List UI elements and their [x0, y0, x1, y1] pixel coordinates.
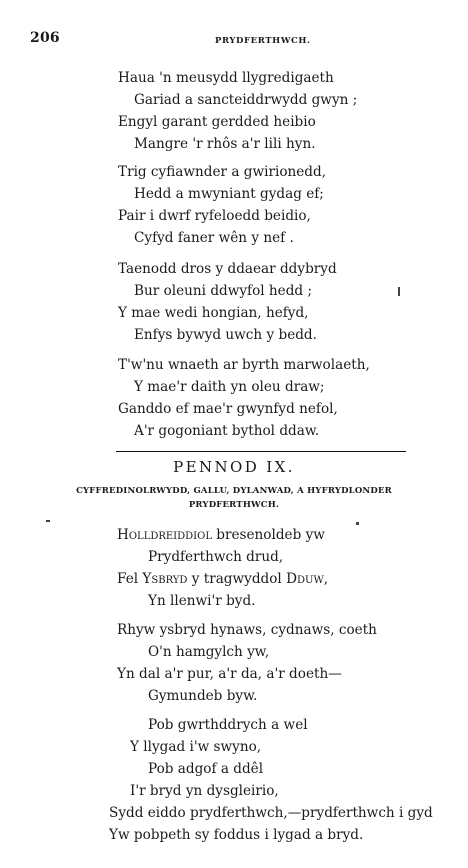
verse-line: Pob gwrthddrych a wel	[148, 717, 308, 733]
chapter-title: PENNOD IX.	[173, 458, 295, 476]
section-divider	[116, 451, 406, 452]
running-head: PRYDFERTHWCH.	[215, 36, 311, 46]
verse-line: Haua 'n meusydd llygredigaeth	[118, 70, 334, 86]
verse-line	[117, 527, 325, 543]
verse-line: Prydferthwch drud,	[148, 549, 284, 565]
verse-line: Y mae'r daith yn oleu draw;	[134, 379, 325, 395]
page-number: 206	[30, 30, 60, 46]
verse-word: Holldreiddiol	[117, 527, 212, 543]
verse-line: A'r gogoniant bythol ddaw.	[134, 423, 320, 439]
verse-line: Ganddo ef mae'r gwynfyd nefol,	[118, 401, 338, 417]
print-speck	[356, 522, 359, 525]
verse-line: Cyfyd faner wên y nef .	[134, 230, 294, 246]
verse-line: Bur oleuni ddwyfol hedd ;	[134, 283, 313, 299]
verse-line: Pair i dwrf ryfeloedd beidio,	[118, 208, 311, 224]
verse-line: Mangre 'r rhôs a'r lili hyn.	[134, 136, 316, 152]
verse-text: bresenoldeb yw	[211, 527, 325, 543]
verse-line: T'w'nu wnaeth ar byrth marwolaeth,	[118, 357, 370, 373]
verse-text: y tragwyddol	[187, 571, 287, 587]
verse-text: ,	[323, 571, 329, 587]
verse-line: Hedd a mwyniant gydag ef;	[134, 186, 324, 202]
verse-line: Trig cyfiawnder a gwirionedd,	[118, 164, 327, 180]
verse-text: Fel	[117, 571, 143, 587]
verse-line: Yn dal a'r pur, a'r da, a'r doeth—	[117, 666, 342, 682]
verse-line: Taenodd dros y ddaear ddybryd	[118, 261, 337, 277]
chapter-subtitle: PRYDFERTHWCH.	[188, 500, 280, 510]
verse-line: Yn llenwi'r byd.	[148, 593, 256, 609]
chapter-subtitle: CYFFREDINOLRWYDD, GALLU, DYLANWAD, A HYFRYDLONDER	[76, 486, 392, 496]
verse-line: Y llygad i'w swyno,	[130, 739, 262, 755]
verse-line: Engyl garant gerdded heibio	[118, 114, 316, 130]
verse-line: Enfys bywyd uwch y bedd.	[134, 327, 317, 343]
verse-line: Pob adgof a ddêl	[148, 761, 264, 777]
verse-line	[117, 571, 328, 587]
verse-line: Gariad a sancteiddrwydd gwyn ;	[134, 92, 358, 108]
verse-line: Y mae wedi hongian, hefyd,	[118, 305, 309, 321]
verse-line: Yw pobpeth sy foddus i lygad a bryd.	[109, 827, 364, 843]
verse-word: Dduw	[286, 571, 324, 587]
verse-word: Ysbryd	[142, 571, 188, 587]
print-speck	[46, 520, 50, 522]
verse-line: O'n hamgylch yw,	[148, 644, 270, 660]
verse-line: Rhyw ysbryd hynaws, cydnaws, coeth	[117, 622, 377, 638]
print-speck	[398, 287, 400, 296]
verse-line: Gymundeb byw.	[148, 688, 258, 704]
verse-line: I'r bryd yn dysgleirio,	[130, 783, 279, 799]
verse-line: Sydd eiddo prydferthwch,—prydferthwch i gyd	[109, 805, 433, 821]
